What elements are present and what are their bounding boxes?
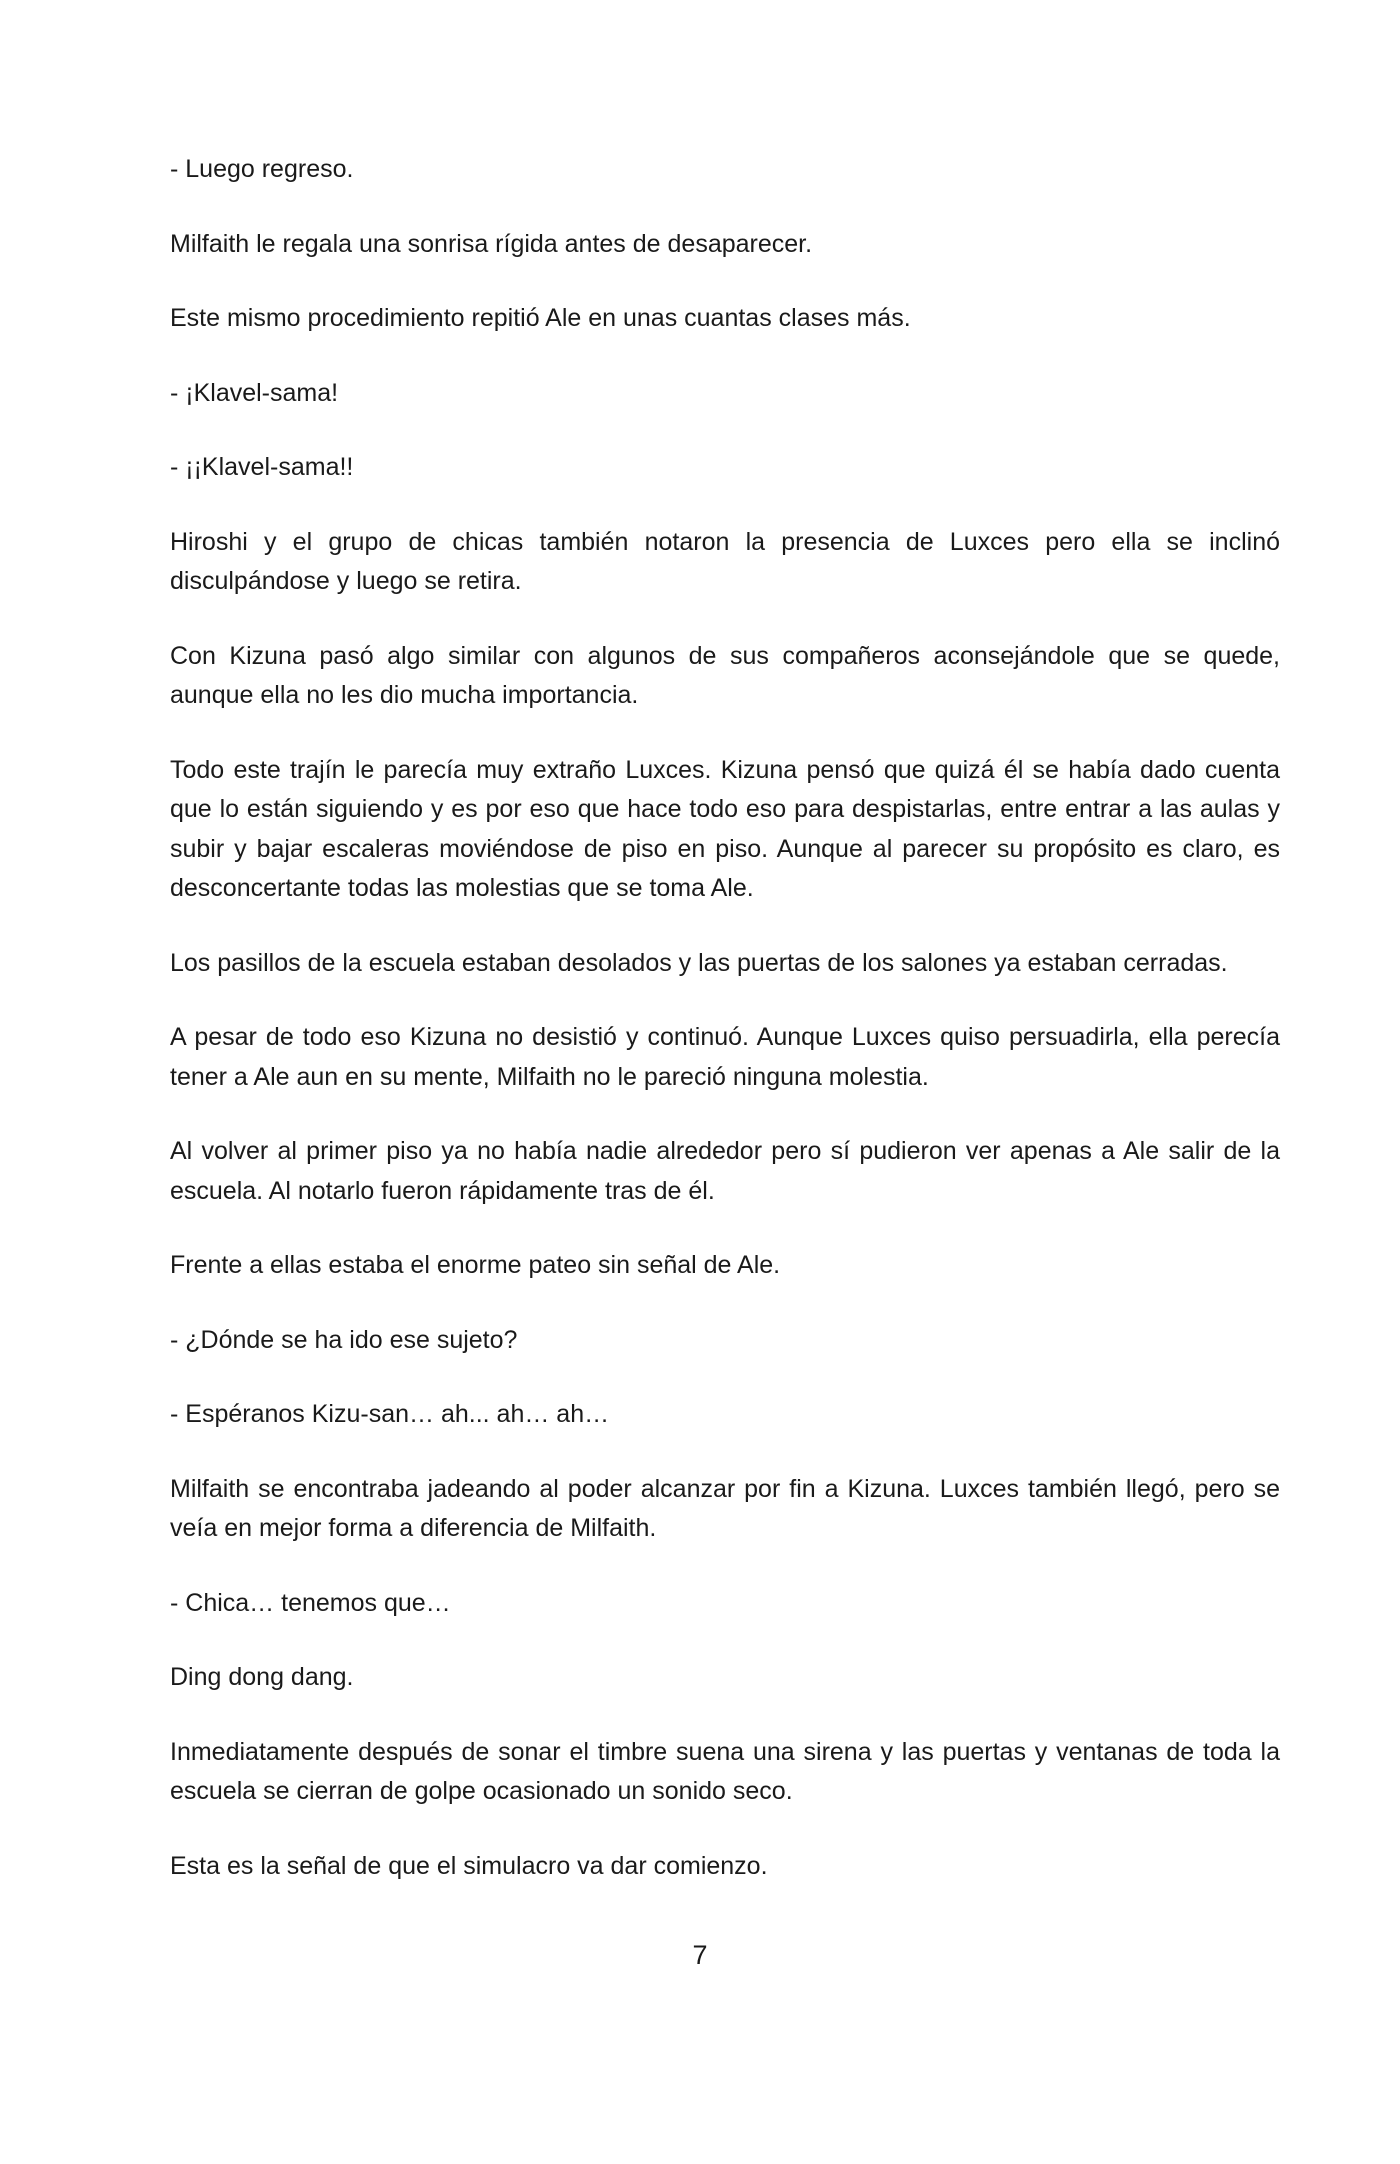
dialogue-line: - ¡Klavel-sama! <box>170 378 339 407</box>
dialogue-line: - ¡¡Klavel-sama!! <box>170 453 354 481</box>
dialogue-line: - Chica… tenemos que… <box>170 1588 451 1617</box>
paragraph: Este mismo procedimiento repitió Ale en unas cuantas clases más. <box>170 304 911 332</box>
paragraph: Todo este trajín le parecía muy extraño Luxces. Kizuna pensó que quizá él se había dado cuenta que lo están siguiendo y es por eso que hace todo eso para despistarlas, entre entrar a las aulas y subir y bajar escaleras moviéndose de piso en piso. Aunque al parecer su propósito es claro, es desconcertante todas las molestias que se toma Ale. <box>170 755 1280 902</box>
paragraph: Esta es la señal de que el simulacro va dar comienzo. <box>170 1851 768 1880</box>
paragraph: Los pasillos de la escuela estaban desolados y las puertas de los salones ya estaban cerradas. <box>170 948 1228 977</box>
page-body <box>170 150 1280 1921</box>
paragraph: Ding dong dang. <box>170 1663 354 1691</box>
paragraph: Hiroshi y el grupo de chicas también notaron la presencia de Luxces pero ella se inclinó disculpándose y luego se retira. <box>170 527 1280 595</box>
paragraph: Milfaith le regala una sonrisa rígida antes de desaparecer. <box>170 229 813 258</box>
dialogue-line: - Espéranos Kizu-san… ah... ah… ah… <box>170 1400 610 1428</box>
page-number: 7 <box>692 1940 708 1970</box>
paragraph: A pesar de todo eso Kizuna no desistió y continuó. Aunque Luxces quiso persuadirla, ella perecía tener a Ale aun en su mente, Milfaith no le pareció ninguna molestia. <box>170 1023 1280 1091</box>
paragraph: - Luego regreso. <box>170 155 354 183</box>
dialogue-line: - ¿Dónde se ha ido ese sujeto? <box>170 1325 518 1354</box>
paragraph: Al volver al primer piso ya no había nadie alrededor pero sí pudieron ver apenas a Ale salir de la escuela. Al notarlo fueron rápidamente tras de él. <box>170 1137 1280 1205</box>
paragraph: Inmediatamente después de sonar el timbre suena una sirena y las puertas y ventanas de toda la escuela se cierran de golpe ocasionado un sonido seco. <box>170 1737 1280 1805</box>
paragraph: Frente a ellas estaba el enorme pateo sin señal de Ale. <box>170 1251 781 1279</box>
paragraph: Con Kizuna pasó algo similar con algunos de sus compañeros aconsejándole que se quede, aunque ella no les dio mucha importancia. <box>170 641 1280 709</box>
paragraph: Milfaith se encontraba jadeando al poder alcanzar por fin a Kizuna. Luxces también llegó, pero se veía en mejor forma a diferencia de Milfaith. <box>170 1474 1280 1542</box>
